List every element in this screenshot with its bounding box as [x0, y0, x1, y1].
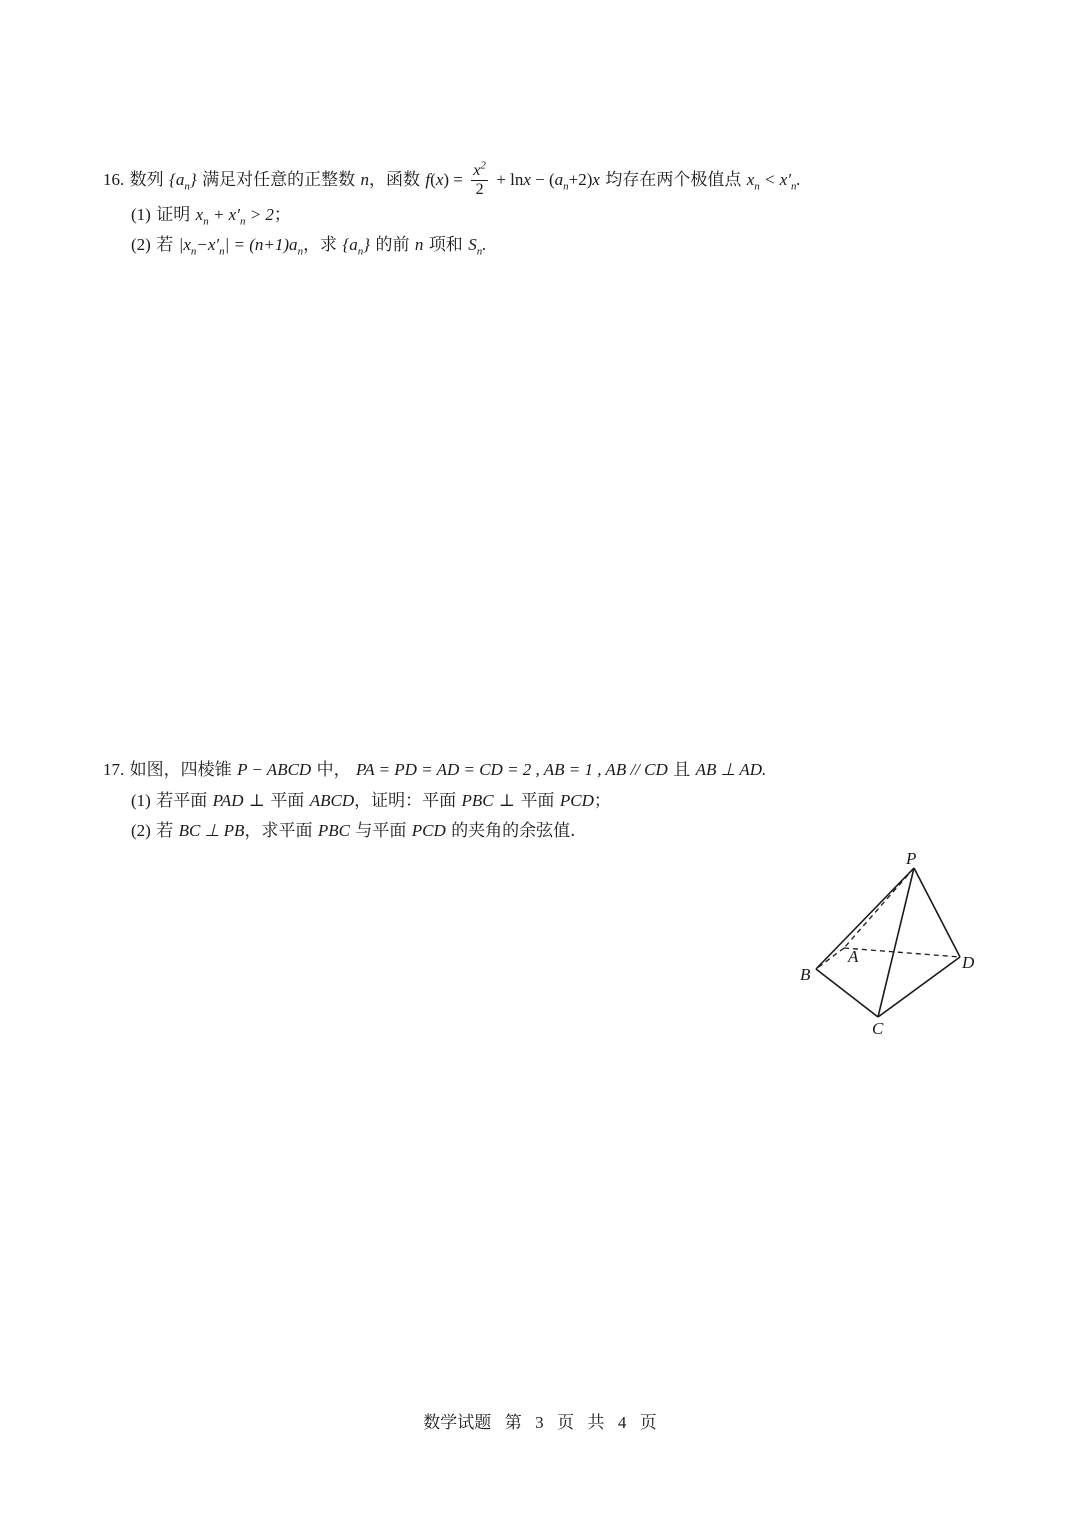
math-expression: $x_n + x'_n > 2$: [195, 205, 274, 228]
vertex-label-D: D: [962, 953, 975, 972]
vertex-label-B: B: [800, 965, 811, 984]
footer-total-pages: 4: [617, 1413, 627, 1432]
problem-16-part-2: (2) 若 $|x_n-x'_n| = (n+1)a_n$，求 $\{a_n\}$ 的前 n 项和 $S_n$.: [131, 235, 487, 258]
problem-17-part-2: (2) 若 BC ⊥ PB，求平面 PBC 与平面 PCD 的夹角的余弦值.: [131, 821, 576, 841]
math-expression: $x_n < x'_n$.: [746, 170, 801, 193]
problem-number: 16.: [103, 170, 125, 189]
math-expression: PA = PD = AD = CD = 2 , AB = 1 , AB // CD: [356, 760, 668, 779]
vertex-label-A: A: [848, 947, 859, 966]
problem-17-part-1: (1) 若平面 PAD ⊥ 平面 ABCD，证明：平面 PBC ⊥ 平面 PCD；: [131, 791, 611, 811]
math-expression: f: [425, 170, 431, 189]
math-expression: $\{a_n\}$: [169, 170, 197, 193]
page-footer: 数学试题 第 3 页 共 4 页: [423, 1413, 657, 1433]
problem-number: 17.: [103, 760, 125, 779]
problem-16-part-1: (1) 证明 $x_n + x'_n > 2$；: [131, 205, 291, 228]
edge-PB: [816, 868, 914, 969]
edge-AD: [844, 948, 960, 957]
vertex-label-C: C: [872, 1019, 884, 1038]
footer-page-number: 3: [535, 1413, 544, 1432]
edge-PD: [914, 868, 960, 957]
pyramid-figure: [790, 845, 990, 1045]
math-expression: $|x_n-x'_n| = (n+1)a_n$: [178, 235, 304, 258]
problem-17-stem: 17. 如图，四棱锥 P − ABCD 中， PA = PD = AD = CD = 2 , AB = 1 , AB // CD 且 AB ⊥ AD.: [103, 760, 767, 780]
footer-subject: 数学试题: [423, 1413, 492, 1433]
fraction: $\frac{x^2}{2}$: [473, 159, 486, 198]
edge-AB: [816, 948, 844, 969]
edge-PA: [844, 868, 914, 948]
vertex-label-P: P: [906, 849, 917, 868]
problem-16-stem: 16. 数列 $\{a_n\}$ 满足对任意的正整数 n，函数 f(x) = $\frac{x^2}{2}$ + $\ln x - (a_n+2)x$ 均存在两个极值点 $x_n < x'_n$.: [103, 159, 801, 198]
edge-BC: [816, 969, 878, 1017]
